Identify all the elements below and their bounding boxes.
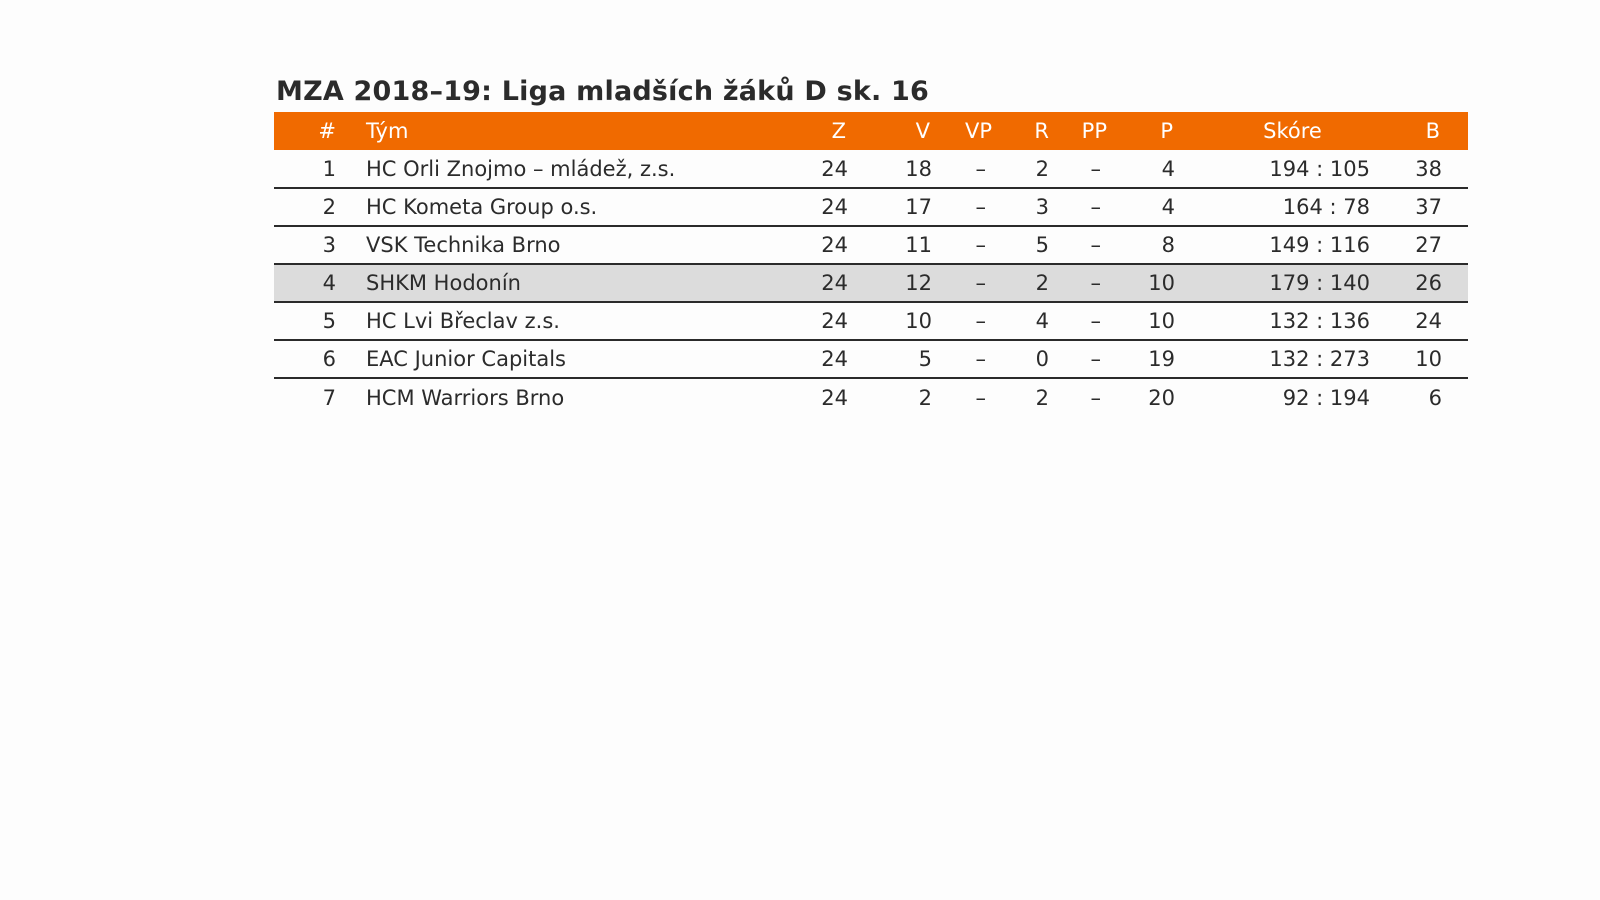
cell-rank: 6	[322, 347, 336, 371]
cell-draws: 2	[1035, 385, 1049, 410]
cell-score: 179 : 140	[1269, 271, 1370, 295]
header-spacer	[336, 112, 366, 150]
table-row	[274, 340, 1468, 378]
header-points: B	[1425, 119, 1440, 143]
cell-spacer	[336, 226, 366, 264]
cell-team: VSK Technika Brno	[366, 233, 561, 257]
cell-team: SHKM Hodonín	[366, 271, 521, 295]
cell-wins: 10	[905, 309, 932, 333]
cell-losses: 10	[1148, 309, 1175, 333]
cell-ot-losses: –	[1090, 271, 1101, 295]
header-wins: V	[915, 119, 930, 143]
cell-played: 24	[821, 156, 848, 181]
cell-spacer-end	[1442, 226, 1468, 264]
cell-score: 149 : 116	[1269, 233, 1370, 257]
cell-team: HC Lvi Břeclav z.s.	[366, 309, 560, 333]
cell-score: 194 : 105	[1269, 156, 1370, 181]
cell-team: HC Orli Znojmo – mládež, z.s.	[366, 156, 676, 181]
cell-spacer	[336, 340, 366, 378]
cell-draws: 5	[1035, 233, 1049, 257]
cell-rank: 5	[322, 309, 336, 333]
cell-played: 24	[821, 271, 848, 295]
cell-team: HCM Warriors Brno	[366, 385, 565, 410]
cell-ot-wins: –	[975, 347, 986, 371]
cell-spacer-end	[1442, 302, 1468, 340]
cell-losses: 20	[1148, 385, 1175, 410]
cell-draws: 2	[1035, 156, 1049, 181]
cell-draws: 4	[1035, 309, 1049, 333]
cell-spacer-end	[1442, 340, 1468, 378]
cell-spacer	[336, 188, 366, 226]
header-ot-losses: PP	[1081, 119, 1107, 143]
cell-losses: 4	[1161, 195, 1175, 219]
table-row	[274, 188, 1468, 226]
header-spacer-end	[1442, 112, 1468, 150]
cell-score: 164 : 78	[1282, 195, 1370, 219]
cell-ot-wins: –	[975, 271, 986, 295]
cell-losses: 8	[1161, 233, 1175, 257]
cell-losses: 4	[1161, 156, 1175, 181]
cell-losses: 19	[1148, 347, 1175, 371]
cell-wins: 5	[918, 347, 932, 371]
cell-draws: 3	[1035, 195, 1049, 219]
header-row	[274, 112, 1468, 150]
cell-wins: 12	[905, 271, 932, 295]
cell-spacer-end	[1442, 188, 1468, 226]
table-row-highlighted	[274, 264, 1468, 302]
cell-played: 24	[821, 195, 848, 219]
cell-wins: 11	[905, 233, 932, 257]
cell-losses: 10	[1148, 271, 1175, 295]
cell-ot-losses: –	[1090, 195, 1101, 219]
header-draws: R	[1034, 119, 1049, 143]
cell-points: 24	[1415, 309, 1442, 333]
table-row	[274, 378, 1468, 416]
cell-team: EAC Junior Capitals	[366, 347, 566, 371]
header-ot-wins: VP	[964, 119, 992, 143]
cell-ot-losses: –	[1090, 156, 1101, 181]
table-row	[274, 150, 1468, 188]
standings-panel	[274, 72, 1442, 416]
cell-spacer	[336, 378, 366, 416]
header-team: Tým	[366, 119, 409, 143]
standings-table	[274, 112, 1468, 416]
cell-ot-wins: –	[975, 385, 986, 410]
cell-wins: 2	[918, 385, 932, 410]
cell-ot-wins: –	[975, 195, 986, 219]
cell-ot-losses: –	[1090, 309, 1101, 333]
table-body	[274, 150, 1468, 416]
header-rank: #	[318, 119, 336, 143]
cell-spacer-end	[1442, 264, 1468, 302]
cell-spacer-end	[1442, 378, 1468, 416]
cell-played: 24	[821, 347, 848, 371]
cell-spacer-end	[1442, 150, 1468, 188]
table-row	[274, 226, 1468, 264]
cell-ot-losses: –	[1090, 347, 1101, 371]
cell-rank: 7	[322, 385, 336, 410]
cell-rank: 2	[322, 195, 336, 219]
cell-rank: 4	[322, 271, 336, 295]
cell-wins: 18	[905, 156, 932, 181]
cell-points: 10	[1415, 347, 1442, 371]
cell-draws: 2	[1035, 271, 1049, 295]
table-row	[274, 302, 1468, 340]
cell-team: HC Kometa Group o.s.	[366, 195, 598, 219]
cell-score: 132 : 273	[1269, 347, 1370, 371]
cell-rank: 3	[322, 233, 336, 257]
cell-spacer	[336, 264, 366, 302]
header-played: Z	[831, 119, 846, 143]
table-header	[274, 112, 1468, 150]
cell-points: 37	[1415, 195, 1442, 219]
cell-spacer	[336, 302, 366, 340]
cell-points: 26	[1415, 271, 1442, 295]
cell-rank: 1	[322, 156, 336, 181]
cell-played: 24	[821, 309, 848, 333]
cell-ot-wins: –	[975, 309, 986, 333]
cell-ot-losses: –	[1090, 233, 1101, 257]
page-title: MZA 2018–19: Liga mladších žáků D sk. 16	[276, 76, 930, 107]
cell-spacer	[336, 150, 366, 188]
cell-points: 6	[1428, 385, 1442, 410]
cell-played: 24	[821, 385, 848, 410]
cell-played: 24	[821, 233, 848, 257]
cell-ot-wins: –	[975, 233, 986, 257]
cell-points: 38	[1415, 156, 1442, 181]
cell-draws: 0	[1035, 347, 1049, 371]
cell-score: 132 : 136	[1269, 309, 1370, 333]
cell-ot-wins: –	[975, 156, 986, 181]
header-score: Skóre	[1263, 119, 1322, 143]
header-losses: P	[1160, 119, 1173, 143]
cell-wins: 17	[905, 195, 932, 219]
cell-ot-losses: –	[1090, 385, 1101, 410]
cell-points: 27	[1415, 233, 1442, 257]
cell-score: 92 : 194	[1282, 385, 1370, 410]
